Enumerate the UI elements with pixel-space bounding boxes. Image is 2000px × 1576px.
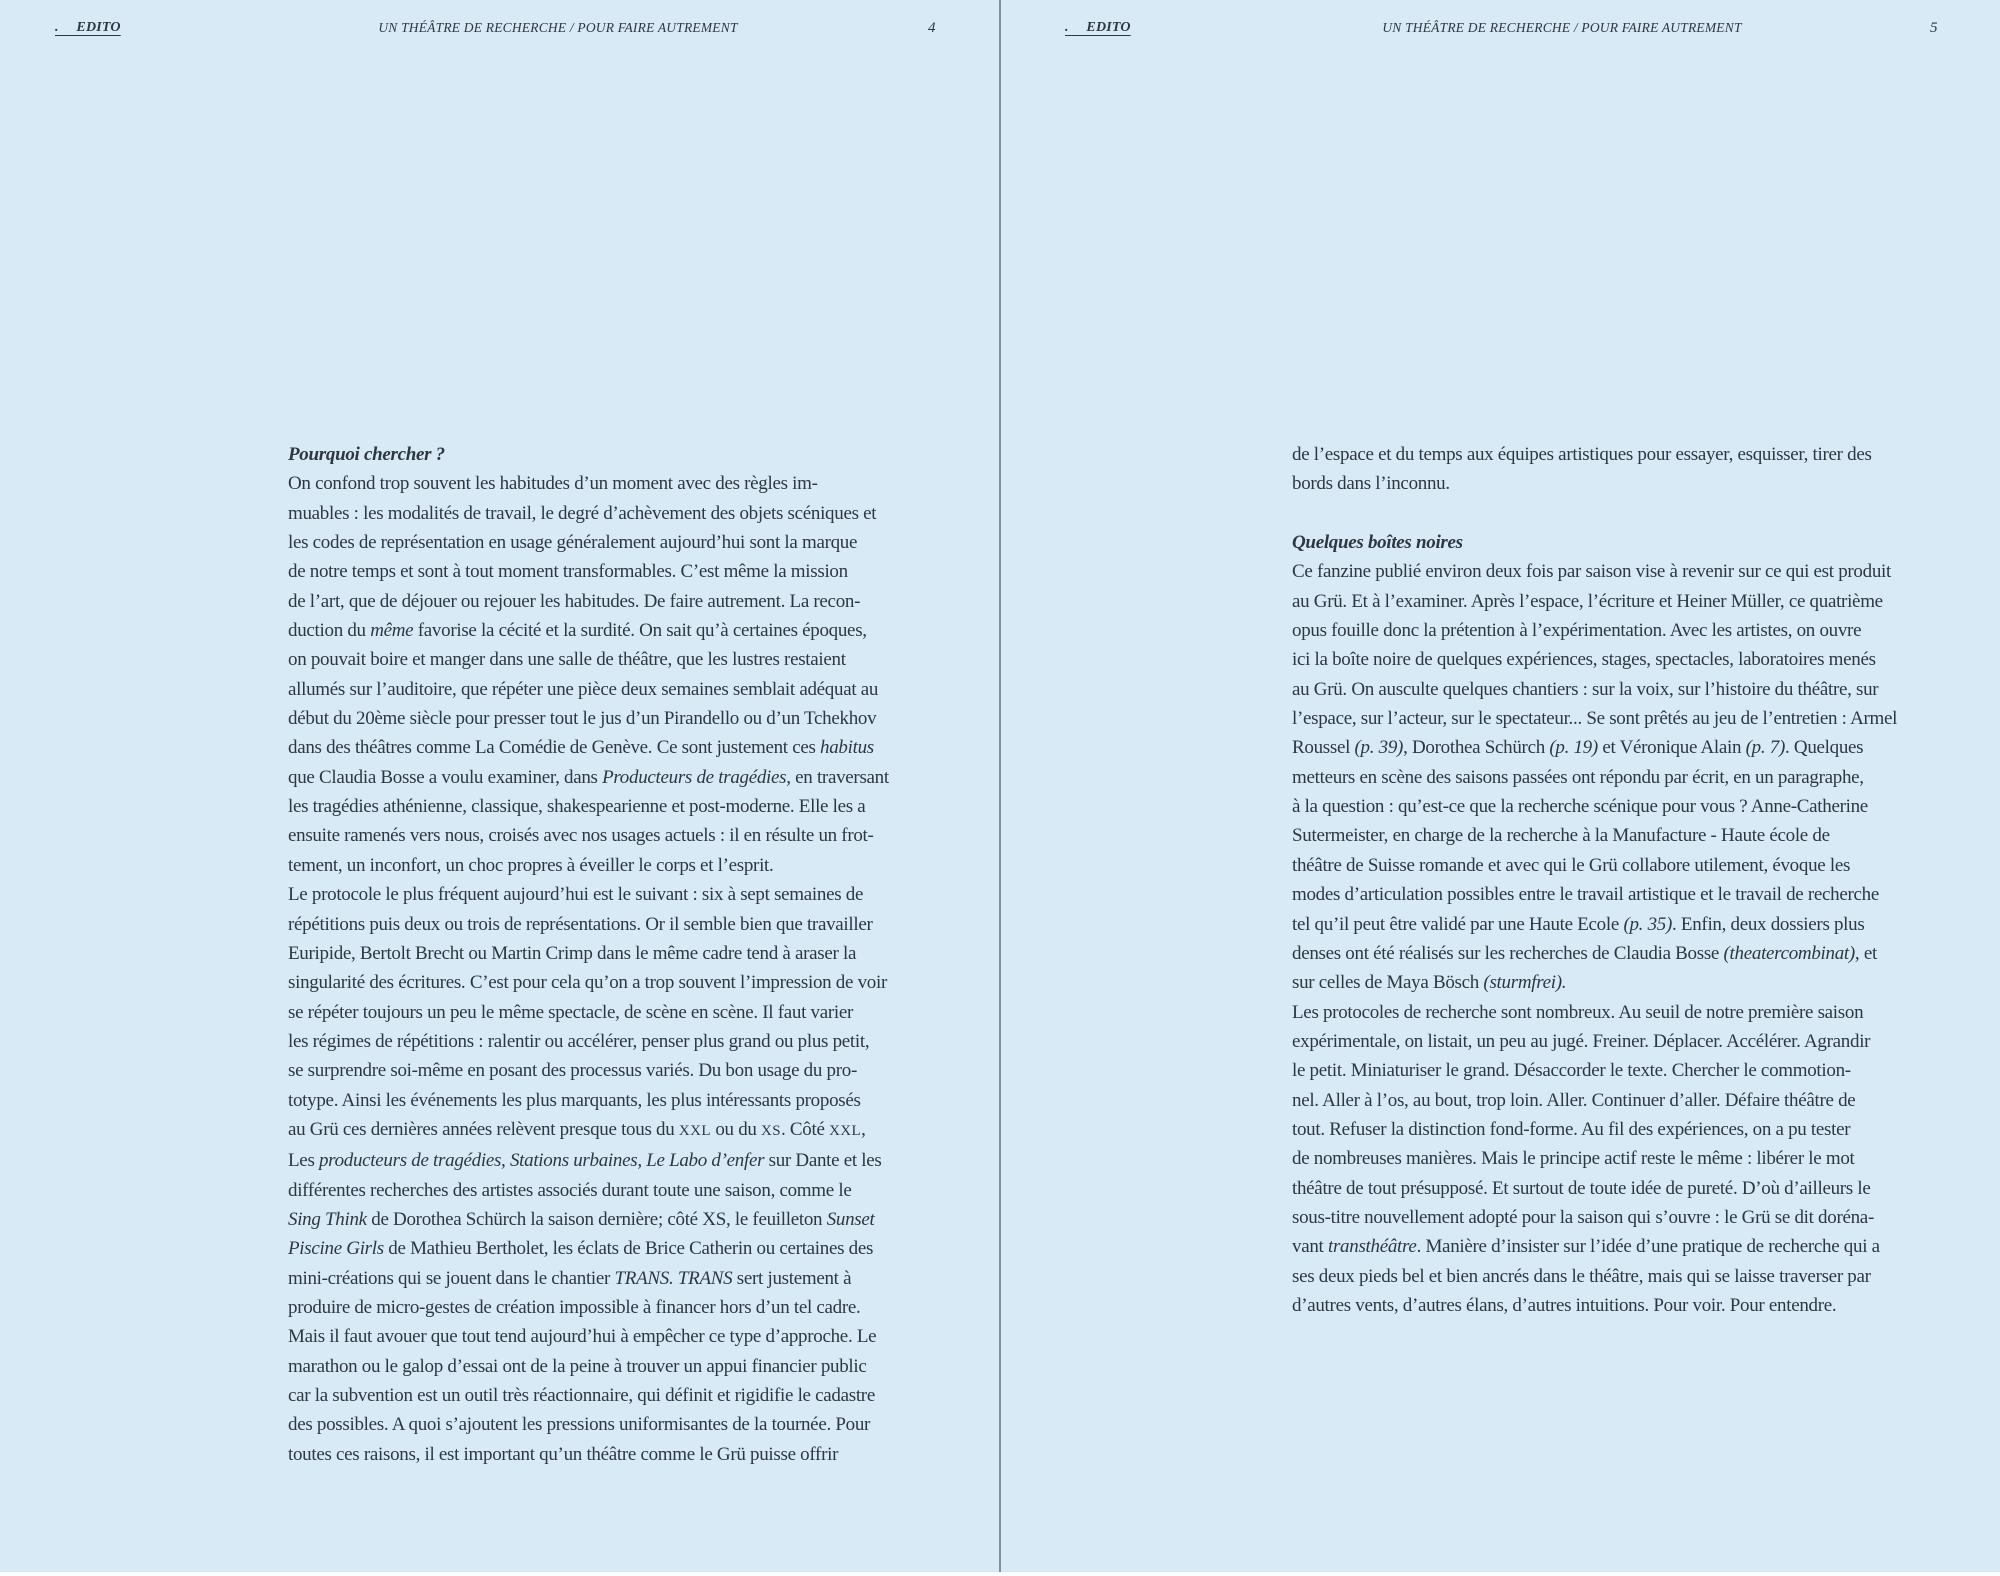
text-run: denses ont été réalisés sur les recherches de Claudia Bosse <box>1292 942 1724 964</box>
text-line <box>288 1264 988 1293</box>
text-run: d’autres vents, d’autres élans, d’autres intuitions. Pour voir. Pour entendre. <box>1292 1294 1837 1316</box>
text-line <box>1292 998 1992 1027</box>
text-line <box>1292 557 1992 586</box>
text-run: metteurs en scène des saisons passées ont répondu par écrit, en un paragraphe, <box>1292 766 1864 788</box>
text-run: . Manière d’insister sur l’idée d’une pratique de recherche qui a <box>1416 1236 1880 1258</box>
paragraph-gap <box>1292 499 1992 528</box>
page-number-left: 4 <box>928 20 936 36</box>
text-run: Ce fanzine publié environ deux fois par saison vise à revenir sur ce qui est produit <box>1292 561 1891 583</box>
text-line <box>1292 733 1992 762</box>
text-line <box>1292 440 1992 469</box>
text-run: ici la boîte noire de quelques expériences, stages, spectacles, laboratoires menés <box>1292 649 1876 671</box>
text-run: Sutermeister, en charge de la recherche à la Manufacture - Haute école de <box>1292 825 1830 847</box>
text-line <box>288 1293 988 1322</box>
text-line <box>1292 469 1992 498</box>
text-run: de l’art, que de déjouer ou rejouer les habitudes. De faire autrement. La recon- <box>288 590 861 612</box>
text-run: , <box>861 1118 866 1140</box>
text-line <box>288 1410 988 1439</box>
text-line <box>288 1115 988 1146</box>
text-line <box>1292 1086 1992 1115</box>
text-run: , Dorothea Schürch <box>1403 737 1550 759</box>
text-run: tout. Refuser la distinction fond-forme. Au fil des expériences, on a pu tester <box>1292 1118 1851 1140</box>
text-line <box>288 704 988 733</box>
text-run: se surprendre soi-même en posant des processus variés. Du bon usage du pro- <box>288 1060 857 1082</box>
text-line <box>1292 704 1992 733</box>
text-run: totype. Ainsi les événements les plus marquants, les plus intéressants proposés <box>288 1089 861 1111</box>
text-line <box>288 1440 988 1469</box>
text-run: Roussel <box>1292 737 1355 759</box>
text-line <box>1292 1115 1992 1144</box>
text-run: expérimentale, on listait, un peu au jugé. Freiner. Déplacer. Accélérer. Agrandir <box>1292 1030 1871 1052</box>
text-run: modes d’articulation possibles entre le travail artistique et le travail de recherche <box>1292 884 1880 906</box>
text-line <box>288 1146 988 1175</box>
text-run: bords dans l’inconnu. <box>1292 473 1450 495</box>
italic-text-run: (p. 35) <box>1623 913 1673 935</box>
text-run: favorise la cécité et la surdité. On sait qu’à certaines époques, <box>413 620 867 642</box>
text-line <box>288 763 988 792</box>
text-line <box>288 1322 988 1351</box>
text-run: nel. Aller à l’os, au bout, trop loin. Aller. Continuer d’aller. Défaire théâtre de <box>1292 1089 1856 1111</box>
smallcaps-text-run: XXL <box>678 1122 711 1139</box>
italic-text-run: (p. 19) <box>1549 737 1598 759</box>
text-run: toutes ces raisons, il est important qu’un théâtre comme le Grü puisse offrir <box>288 1443 839 1465</box>
text-run: et Véronique Alain <box>1597 737 1746 759</box>
text-line <box>288 1205 988 1234</box>
text-line <box>1292 851 1992 880</box>
italic-text-run: même <box>370 620 414 642</box>
text-run: On confond trop souvent les habitudes d’un moment avec des règles im- <box>288 473 818 495</box>
italic-text-run: Piscine Girls <box>288 1238 384 1260</box>
italic-text-run: (p. 7) <box>1745 737 1786 759</box>
smallcaps-text-run: XXL <box>829 1122 862 1139</box>
text-run: au Grü ces dernières années relèvent presque tous du <box>288 1118 679 1140</box>
text-run: ses deux pieds bel et bien ancrés dans le théâtre, mais qui se laisse traverser par <box>1292 1265 1871 1287</box>
text-run: sur celles de Maya Bösch <box>1292 972 1484 994</box>
text-line <box>288 1176 988 1205</box>
text-line <box>288 557 988 586</box>
text-run: tement, un inconfort, un choc propres à éveiller le corps et l’esprit. <box>288 854 774 876</box>
smallcaps-text-run: XS <box>761 1122 782 1139</box>
text-run: singularité des écritures. C’est pour cela qu’on a trop souvent l’impression de voir <box>288 972 887 994</box>
text-run: au Grü. Et à l’examiner. Après l’espace, l’écriture et Heiner Müller, ce quatrième <box>1292 590 1883 612</box>
text-run: vant <box>1292 1236 1328 1258</box>
text-line <box>1292 880 1992 909</box>
text-run: muables : les modalités de travail, le degré d’achèvement des objets scéniques et <box>288 502 877 524</box>
text-line <box>288 968 988 997</box>
text-line <box>1292 1203 1992 1232</box>
section-heading <box>1292 528 1992 557</box>
text-line <box>288 1234 988 1263</box>
text-line <box>1292 587 1992 616</box>
italic-text-run: TRANS. TRANS <box>614 1267 733 1289</box>
text-run: de Dorothea Schürch la saison dernière; côté XS, le feuilleton <box>366 1208 827 1230</box>
rubric-edito-right: . EDITO <box>1065 20 1131 35</box>
text-line <box>288 1381 988 1410</box>
section-heading <box>288 440 988 469</box>
text-run: opus fouille donc la prétention à l’expérimentation. Avec les artistes, on ouvre <box>1292 620 1862 642</box>
text-line <box>1292 763 1992 792</box>
text-run: de nombreuses manières. Mais le principe actif reste le même : libérer le mot <box>1292 1148 1855 1170</box>
text-run: les codes de représentation en usage généralement aujourd’hui sont la marque <box>288 532 858 554</box>
text-line <box>288 587 988 616</box>
text-run: car la subvention est un outil très réactionnaire, qui définit et rigidifie le cadastre <box>288 1385 875 1406</box>
page-fold-divider <box>999 0 1001 1572</box>
text-run: produire de micro-gestes de création impossible à financer hors d’un tel cadre. <box>288 1296 861 1318</box>
text-run: Le protocole le plus fréquent aujourd’hui est le suivant : six à sept semaines de <box>288 884 864 906</box>
text-line <box>1292 939 1992 968</box>
italic-text-run: (theatercombinat) <box>1723 942 1855 964</box>
text-run: duction du <box>288 620 371 642</box>
text-line <box>1292 645 1992 674</box>
text-line <box>1292 616 1992 645</box>
text-run: des possibles. A quoi s’ajoutent les pressions uniformisantes de la tournée. Pour <box>288 1414 871 1436</box>
text-line <box>1292 968 1992 997</box>
text-line <box>288 1086 988 1115</box>
text-run: . Côté <box>781 1118 830 1140</box>
text-run: le petit. Miniaturiser le grand. Désaccorder le texte. Chercher le commotion- <box>1292 1060 1851 1082</box>
running-title-left: UN THÉÂTRE DE RECHERCHE / POUR FAIRE AUTREMENT <box>378 20 738 35</box>
text-line <box>288 792 988 821</box>
text-run: Euripide, Bertolt Brecht ou Martin Crimp dans le même cadre tend à araser la <box>288 942 857 964</box>
text-line <box>1292 675 1992 704</box>
text-run: au Grü. On ausculte quelques chantiers : sur la voix, sur l’histoire du théâtre, sur <box>1292 678 1879 700</box>
text-run: répétitions puis deux ou trois de représentations. Or il semble bien que travailler <box>288 913 873 935</box>
text-line <box>288 1352 988 1381</box>
text-run: sur Dante et les <box>764 1150 882 1172</box>
text-run: début du 20ème siècle pour presser tout le jus d’un Pirandello ou d’un Tchekhov <box>288 708 877 730</box>
text-column-right <box>1292 440 1992 1320</box>
text-run: mini-créations qui se jouent dans le chantier <box>288 1267 615 1289</box>
text-line <box>288 851 988 880</box>
text-run: les régimes de répétitions : ralentir ou accélérer, penser plus grand ou plus petit, <box>288 1030 870 1052</box>
text-run: théâtre de tout présupposé. Et surtout de toute idée de pureté. D’où d’ailleurs le <box>1292 1177 1871 1199</box>
text-line <box>288 499 988 528</box>
text-run: Les <box>288 1150 319 1172</box>
italic-text-run: (sturmfrei). <box>1483 972 1567 994</box>
text-line <box>1292 1262 1992 1291</box>
text-run: tel qu’il peut être validé par une Haute Ecole <box>1292 913 1624 935</box>
text-run: à la question : qu’est-ce que la recherche scénique pour vous ? Anne-Catherine <box>1292 796 1868 818</box>
text-line <box>288 469 988 498</box>
italic-text-run: habitus <box>820 737 874 759</box>
text-run: . Quelques <box>1785 737 1864 759</box>
text-line <box>288 1056 988 1085</box>
running-title-right: UN THÉÂTRE DE RECHERCHE / POUR FAIRE AUTREMENT <box>1382 20 1742 35</box>
text-line <box>1292 821 1992 850</box>
text-line <box>1292 1291 1992 1320</box>
text-line <box>288 910 988 939</box>
text-line <box>288 528 988 557</box>
text-line <box>1292 1232 1992 1261</box>
italic-text-run: Sing Think <box>288 1208 367 1230</box>
text-line <box>288 939 988 968</box>
italic-text-run: (p. 39) <box>1354 737 1404 759</box>
text-run: ensuite ramenés vers nous, croisés avec nos usages actuels : il en résulte un frot- <box>288 825 874 847</box>
text-run: en traversant <box>790 766 889 788</box>
text-line <box>288 880 988 909</box>
text-line <box>1292 1144 1992 1173</box>
italic-text-run: Producteurs de tragédies, <box>602 766 791 788</box>
text-line <box>288 616 988 645</box>
text-line <box>288 1027 988 1056</box>
text-line <box>1292 1174 1992 1203</box>
text-run: de l’espace et du temps aux équipes artistiques pour essayer, esquisser, tirer des <box>1292 444 1872 465</box>
text-run: , et <box>1854 942 1877 964</box>
text-run: marathon ou le galop d’essai ont de la peine à trouver un appui financier public <box>288 1355 867 1377</box>
text-run: Les protocoles de recherche sont nombreux. Au seuil de notre première saison <box>1292 1001 1864 1023</box>
text-line <box>288 821 988 850</box>
text-run: théâtre de Suisse romande et avec qui le Grü collabore utilement, évoque les <box>1292 854 1851 876</box>
text-run: sous-titre nouvellement adopté pour la saison qui s’ouvre : le Grü se dit doréna- <box>1292 1206 1874 1228</box>
text-run: sert justement à <box>732 1267 852 1289</box>
text-run: Pourquoi chercher ? <box>288 444 445 465</box>
text-run: de notre temps et sont à tout moment transformables. C’est même la mission <box>288 561 848 583</box>
text-run: dans des théâtres comme La Comédie de Genève. Ce sont justement ces <box>288 737 821 759</box>
text-line <box>1292 792 1992 821</box>
text-run: allumés sur l’auditoire, que répéter une pièce deux semaines semblait adéquat au <box>288 678 879 700</box>
text-line <box>288 998 988 1027</box>
text-run: on pouvait boire et manger dans une salle de théâtre, que les lustres restaient <box>288 649 846 671</box>
page-number-right: 5 <box>1930 20 1938 36</box>
text-run: . Enfin, deux dossiers plus <box>1672 913 1865 935</box>
text-line <box>288 733 988 762</box>
text-run: Mais il faut avouer que tout tend aujourd’hui à empêcher ce type d’approche. Le <box>288 1326 877 1348</box>
text-line <box>288 645 988 674</box>
text-line <box>1292 1056 1992 1085</box>
text-run: Quelques boîtes noires <box>1292 532 1463 554</box>
text-run: l’espace, sur l’acteur, sur le spectateur... Se sont prêtés au jeu de l’entretien : Armel <box>1292 708 1898 730</box>
text-line <box>288 675 988 704</box>
text-run: différentes recherches des artistes associés durant toute une saison, comme le <box>288 1179 852 1201</box>
page-bottom-edge <box>0 1572 2000 1576</box>
italic-text-run: transthéâtre <box>1327 1236 1417 1258</box>
italic-text-run: Sunset <box>826 1208 875 1230</box>
italic-text-run: producteurs de tragédies, Stations urbaines, Le Labo d’enfer <box>318 1150 765 1172</box>
text-run: ou du <box>710 1118 762 1140</box>
text-line <box>1292 1027 1992 1056</box>
text-run: les tragédies athénienne, classique, shakespearienne et post-moderne. Elle les a <box>288 796 866 818</box>
text-run: de Mathieu Bertholet, les éclats de Brice Catherin ou certaines des <box>383 1238 874 1260</box>
text-run: que Claudia Bosse a voulu examiner, dans <box>288 766 603 788</box>
text-line <box>1292 910 1992 939</box>
text-column-left <box>288 440 988 1469</box>
text-run: se répéter toujours un peu le même spectacle, de scène en scène. Il faut varier <box>288 1001 854 1023</box>
rubric-edito-left: . EDITO <box>55 20 121 35</box>
